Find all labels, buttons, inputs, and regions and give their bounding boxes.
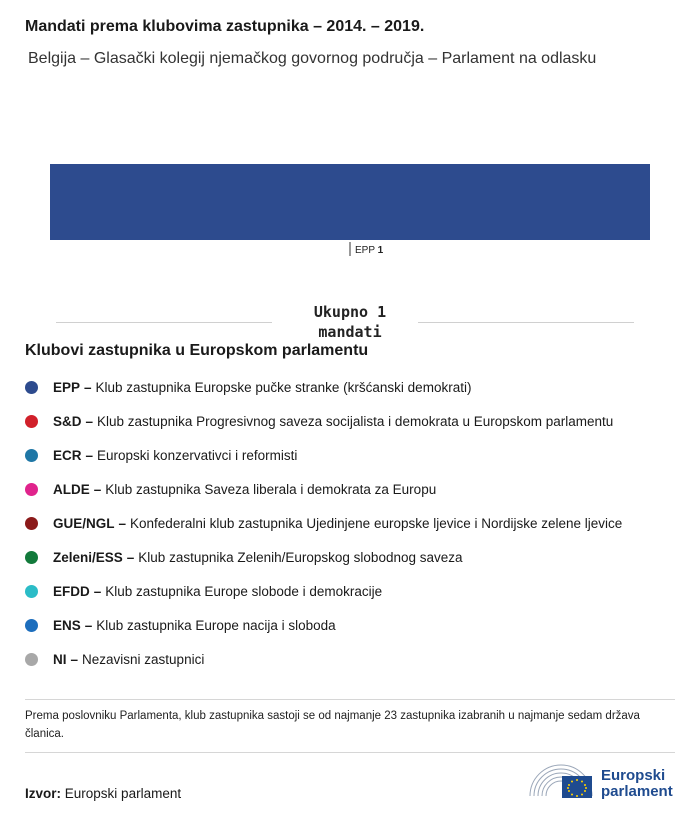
legend-dot-icon [25,449,38,462]
legend-dot-icon [25,415,38,428]
eu-parliament-logo-icon [528,760,594,800]
legend-sep: – [118,515,127,531]
legend-abbr: GUE/NGL [53,515,115,531]
legend-desc: Klub zastupnika Europe nacija i sloboda [96,617,336,633]
logo-text [601,768,673,800]
total-seats [0,302,700,342]
legend-sep: – [84,379,92,395]
legend-item-ens [25,608,685,642]
divider [25,752,675,753]
legend-sep: – [84,617,93,633]
legend-abbr: NI [53,651,67,667]
legend-abbr: S&D [53,413,82,429]
total-line2: mandati [318,323,382,341]
legend-item-efdd [25,574,685,608]
legend-abbr: Zeleni/ESS [53,549,123,565]
legend-sep: – [85,413,94,429]
legend-item-epp [25,370,685,404]
legend-sep: – [93,481,102,497]
source-value: Europski parlament [64,786,182,801]
legend-dot-icon [25,483,38,496]
legend-item-zeleni-ess [25,540,685,574]
legend-desc: Europski konzervativci i reformisti [97,447,298,463]
legend-desc: Klub zastupnika Progresivnog saveza socijalista i demokrata u Europskom parlamentu [97,413,614,429]
chart-subtitle: Belgija – Glasački kolegij njemačkog govornog područja – Parlament na odlasku [28,50,597,67]
legend-desc: Klub zastupnika Zelenih/Europskog slobodnog saveza [138,549,463,565]
logo-line1: Europski [601,767,666,784]
chart-title: Mandati prema klubovima zastupnika – 2014. – 2019. [25,18,425,35]
legend-dot-icon [25,619,38,632]
legend-item-ecr [25,438,685,472]
eu-parliament-logo [528,760,678,802]
legend-abbr: ENS [53,617,81,633]
legend-desc: Klub zastupnika Saveza liberala i demokrata za Europu [105,481,437,497]
bar-label [355,245,384,256]
source [25,786,181,801]
legend-desc: Klub zastupnika Europske pučke stranke (kršćanski demokrati) [95,379,472,395]
footnote: Prema poslovniku Parlamenta, klub zastupnika sastoji se od najmanje 23 zastupnika izabranih u najmanje sedam država članica. [25,710,640,740]
legend-dot-icon [25,551,38,564]
legend-dot-icon [25,585,38,598]
total-line1: Ukupno 1 [313,303,387,321]
legend-abbr: ALDE [53,481,90,497]
legend-abbr: ECR [53,447,82,463]
legend-dot-icon [25,653,38,666]
legend-item-sd [25,404,685,438]
legend-desc: Klub zastupnika Europe slobode i demokracije [105,583,383,599]
bar-label-party: EPP [355,245,378,256]
legend-desc: Nezavisni zastupnici [82,651,205,667]
bar-label-seats: 1 [377,245,384,256]
legend [25,370,685,676]
source-label: Izvor: [25,786,62,801]
legend-item-gue-ngl [25,506,685,540]
legend-item-alde [25,472,685,506]
divider [418,322,634,323]
legend-abbr: EPP [53,379,81,395]
bar-chart [0,150,700,260]
divider [25,699,675,700]
legend-dot-icon [25,517,38,530]
total-label [290,302,410,342]
logo-line2: parlament [601,783,673,800]
divider [56,322,272,323]
bar-epp [50,164,650,240]
legend-dot-icon [25,381,38,394]
legend-desc: Konfederalni klub zastupnika Ujedinjene europske ljevice i Nordijske zelene ljevice [130,515,623,531]
legend-sep: – [70,651,79,667]
legend-sep: – [126,549,135,565]
legend-sep: – [93,583,102,599]
legend-abbr: EFDD [53,583,90,599]
legend-sep: – [85,447,94,463]
legend-title: Klubovi zastupnika u Europskom parlamentu [25,342,369,359]
legend-item-ni [25,642,685,676]
